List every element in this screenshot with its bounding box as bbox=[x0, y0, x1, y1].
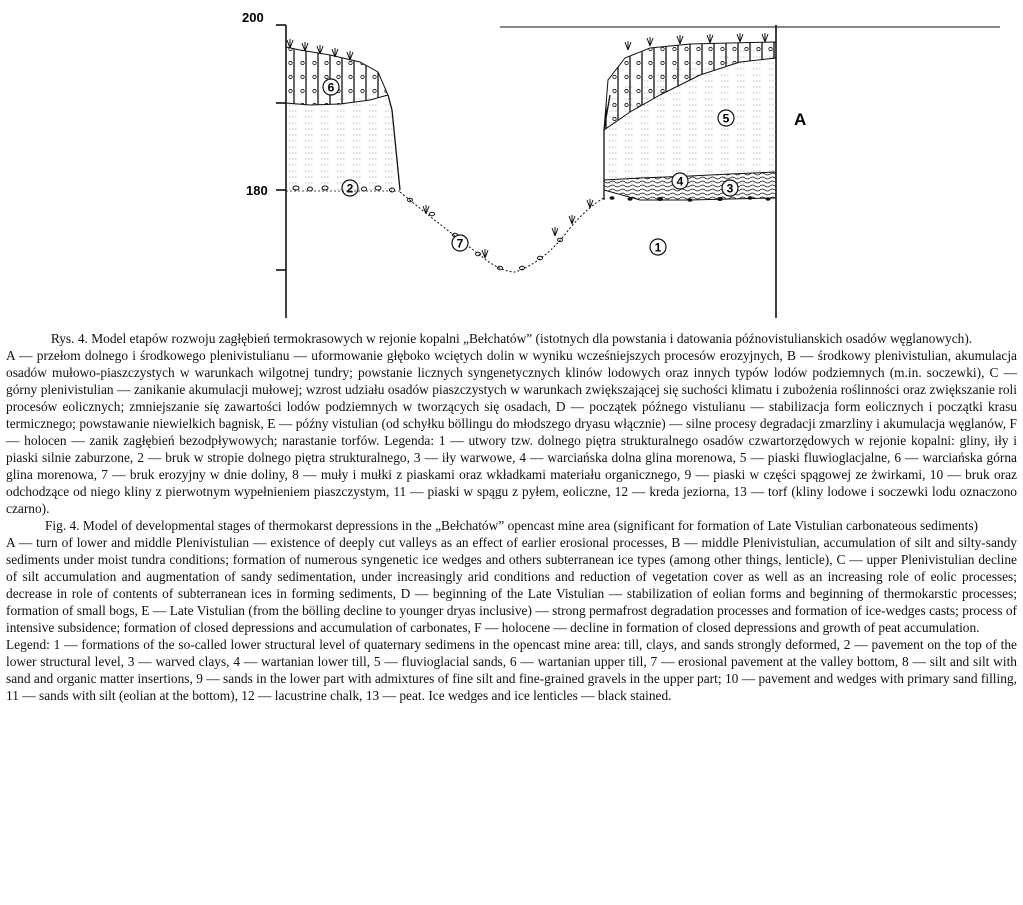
cross-section-figure bbox=[0, 0, 1023, 325]
svg-text:3: 3 bbox=[726, 181, 734, 196]
svg-text:6: 6 bbox=[327, 80, 335, 95]
unit-number-5 bbox=[718, 110, 734, 126]
svg-text:4: 4 bbox=[676, 174, 684, 189]
svg-text:2: 2 bbox=[346, 181, 354, 196]
caption-body-pl: A — przełom dolnego i środkowego plenivistulianu — uformowanie głęboko wciętych dolin w wyniku wcześniejszych procesów erozyjnych, B — środkowy plenivistulian, akumulacja osadów mułowo-piaszczystych w warunkach wilgotnej tundry; powstanie licznych syngenetycznych klinów lodowych oraz innych typów lodów podziemnych (m.in. soczewki), C — górny plenivistulian — zanikanie akumulacji mułowej; wzrost udziału osadów piaszczystych w warunkach zwiększającej się suchości klimatu i zubożenia roślinności oraz zwiększanie roli procesów eolicznych; zmniejszanie się zawartości lodów podziemnych w tworzących się osadach, D — początek późnego vistulianu — stabilizacja form eolicznych i początki krasu termicznego; powstawanie niewielkich bagnisk, E — późny vistulian (od schyłku böllingu do młodszego dryasu włącznie) — silne procesy degradacji zmarzliny i akumulacja węglanów, F — holocen — zanik zagłębień bezodpływowych; narastanie torfów. Legenda: 1 — utwory tzw. dolnego piętra strukturalnego osadów czwartorzędowych w rejonie kopalni: gliny, iły i piaski silnie zaburzone, 2 — bruk w stropie dolnego piętra strukturalnego, 3 — iły warwowe, 4 — warciańska dolna glina morenowa, 5 — piaski fluwioglacjalne, 6 — warciańska górna glina morenowa, 7 — bruk erozyjny w dnie doliny, 8 — muły i mułki z piaskami oraz wkładkami materiału organicznego, 9 — piaski w części spągowej ze żwirkami, 10 — bruk oraz odchodzące od niego kliny z pierwotnym wypełnieniem piaszczystym, 11 — piaski w spągu z pyłem, eoliczne, 12 — kreda jeziorna, 13 — torf (kliny lodowe i soczewki lodu oznaczono czarno). bbox=[6, 348, 1017, 516]
elevation-label-200: 200 bbox=[242, 10, 264, 25]
caption-title-pl: Rys. 4. Model etapów rozwoju zagłębień termokrasowych w rejonie kopalni „Bełchatów” (istotnych dla powstania i datowania późnovistulianskich osadów węglanowych). bbox=[50, 331, 973, 346]
svg-text:7: 7 bbox=[456, 236, 464, 251]
left-bank-sand bbox=[286, 95, 400, 190]
svg-text:5: 5 bbox=[722, 111, 730, 126]
unit-number-3 bbox=[722, 180, 738, 196]
valley-floor bbox=[400, 192, 604, 272]
elevation-label-180: 180 bbox=[246, 183, 268, 198]
caption-title-en: Fig. 4. Model of developmental stages of thermokarst depressions in the „Bełchatów” opencast mine area (significant for formation of Late Vistulian carbonateous sediments) bbox=[44, 518, 979, 533]
unit-number-4 bbox=[672, 173, 688, 189]
unit-number-6 bbox=[323, 79, 339, 95]
elevation-axis bbox=[242, 10, 286, 318]
unit-number-1 bbox=[650, 239, 666, 255]
panel-label: A bbox=[794, 110, 807, 129]
figure-caption bbox=[6, 330, 1017, 704]
svg-text:1: 1 bbox=[654, 240, 662, 255]
unit-number-7 bbox=[452, 235, 468, 251]
caption-legend-en: Legend: 1 — formations of the so-called lower structural level of quaternary sedimens in the opencast mine area: till, clays, and sands strongly deformed, 2 — pavement on the top of the lower structural level, 3 — warved clays, 4 — wartanian lower till, 5 — fluvioglacial sands, 6 — wartanian upper till, 7 — erosional pavement at the valley bottom, 8 — silt and silt with sand and organic matter insertions, 9 — sands in the lower part with admixtures of fine silt and fine-grained gravels in the upper part; 10 — pavement and wedges with primary sand filling, 11 — sands with silt (eolian at the bottom), 12 — lacustrine chalk, 13 — peat. Ice wedges and ice lenticles — black stained. bbox=[6, 637, 1017, 703]
caption-body-en: A — turn of lower and middle Plenivistulian — existence of deeply cut valleys as an effect of earlier erosional processes, B — middle Plenivistulian, accumulation of silt and silty-sandy sediments under moist tundra conditions; formation of numerous syngenetic ice wedges and others subterranean ice types (among other things, lenticle), C — upper Plenivistulian decline of silt accumulation and augmentation of sandy sedimentation, under increasingly arid conditions and reduction of vegetation cover as well as an increasing role of eolic processes; decrease in role of contents of subterranean ices in forming sediments, D — beginning of the Late Vistulian — stabilization of eolian forms and beginning of thermokarstic processes; formation of small bogs, E — Late Vistulian (from the bölling decline to younger dryas inclusive) — strong permafrost degradation processes and formation of ice-wedges casts; process of intensive subsidence; formation of closed depressions and accumulation of carbonates, F — holocene — decline in formation of closed depressions and growth of peat accumulation. bbox=[6, 535, 1017, 635]
left-bank-till bbox=[286, 47, 388, 105]
